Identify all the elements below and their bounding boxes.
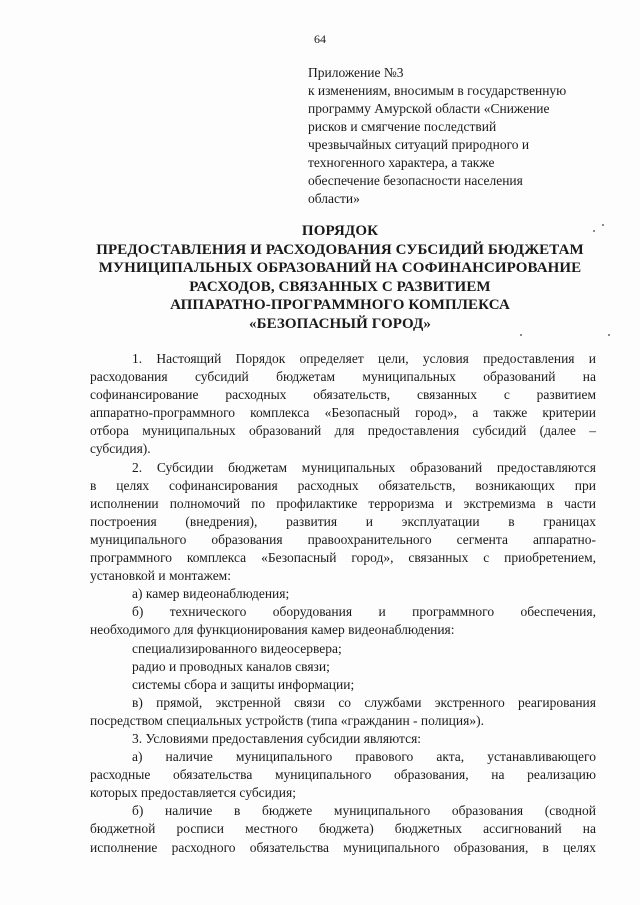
body-line: исполнении полномочий по профилактике терроризма и экстремизма в части [90,495,596,511]
body-line: установкой и монтажем: [90,568,231,584]
body-line: расходования субсидий бюджетам муниципальных образований на [90,369,596,385]
document-title [40,222,640,333]
scan-speck [520,334,522,336]
body-line: б) технического оборудования и программного обеспечения, [132,604,596,620]
body-line: расходные обязательства муниципального образования, на реализацию [90,767,596,783]
scan-speck [608,334,610,336]
body-line: радио и проводных каналов связи; [132,658,330,674]
appendix-line: чрезвычайных ситуаций природного и [308,137,530,152]
body-line: в) прямой, экстренной связи со службами экстренного реагирования [132,694,596,710]
body-line: софинансирование расходных обязательств, связанных с развитием [90,387,596,403]
body-line: б) наличие в бюджете муниципального образования (сводной [132,803,596,819]
body-line: муниципального образования правоохранительного сегмента аппаратно- [90,531,596,547]
title-line: «БЕЗОПАСНЫЙ ГОРОД» [248,315,432,332]
body-line: которых предоставляется субсидия; [90,785,296,801]
title-line: ПОРЯДОК [301,223,379,239]
body-line: а) камер видеонаблюдения; [132,586,290,602]
title-line: АППАРАТНО-ПРОГРАММНОГО КОМПЛЕКСА [170,297,510,313]
title-line: МУНИЦИПАЛЬНЫХ ОБРАЗОВАНИЙ НА СОФИНАНСИРОВАНИЕ [98,260,582,276]
appendix-line: рисков и смягчение последствий [308,119,497,134]
appendix-line: программу Амурской области «Снижение [308,101,550,116]
body-line: специализированного видеосервера; [132,640,342,656]
body-line: программного комплекса «Безопасный город», связанных с приобретением, [90,550,596,566]
document-body [90,350,596,857]
title-line: РАСХОДОВ, СВЯЗАННЫХ С РАЗВИТИЕМ [189,278,491,295]
body-line: необходимого для функционирования камер видеонаблюдения: [90,622,455,638]
appendix-line: области» [308,191,360,206]
body-line: 3. Условиями предоставления субсидии являются: [132,730,422,746]
appendix-line: Приложение №3 [308,65,404,80]
body-line: субсидия). [90,441,151,457]
body-line: 2. Субсидии бюджетам муниципальных образований предоставляются [132,459,596,475]
body-line: аппаратно-программного комплекса «Безопасный город», а также критерии [90,405,596,421]
scan-speck [593,230,595,232]
page-number: 64 [314,32,326,46]
appendix-line: техногенного характера, а также [308,155,495,170]
scan-speck [602,224,604,226]
body-line: бюджетной росписи местного бюджета) бюджетных ассигнований на [90,821,596,837]
body-line: 1. Настоящий Порядок определяет цели, условия предоставления и [132,351,596,366]
body-line: построения (внедрения), развития и эксплуатации в границах [90,513,596,529]
body-line: исполнение расходного обязательства муниципального образования, в целях [90,839,596,855]
body-line: системы сбора и защиты информации; [132,676,355,692]
body-line: отбора муниципальных образований для предоставления субсидий (далее – [90,423,596,439]
appendix-note [308,64,608,208]
body-line: в целях софинансирования расходных обязательств, возникающих при [90,477,596,493]
appendix-line: к изменениям, вносимым в государственную [308,83,567,98]
title-line: ПРЕДОСТАВЛЕНИЯ И РАСХОДОВАНИЯ СУБСИДИЙ БЮДЖЕТАМ [96,241,584,258]
appendix-line: обеспечение безопасности населения [308,173,523,188]
body-line: а) наличие муниципального правового акта, устанавливающего [132,749,596,765]
body-line: посредством специальных устройств (типа «гражданин - полиция»). [90,712,484,728]
